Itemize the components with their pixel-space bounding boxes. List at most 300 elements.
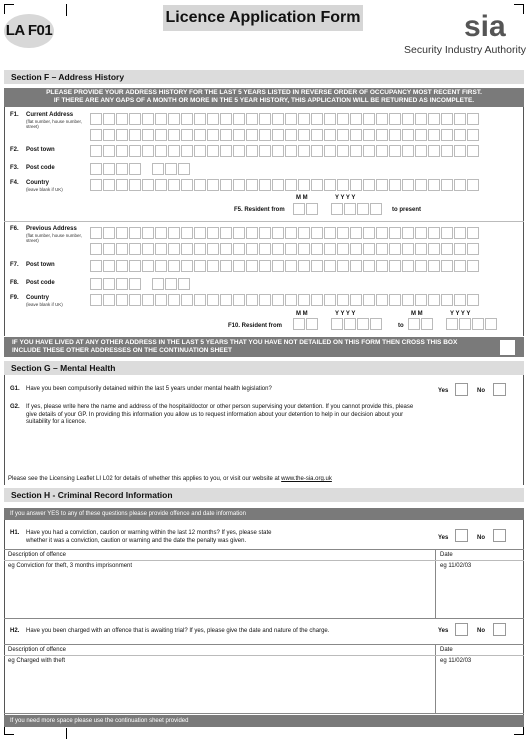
- letter-box[interactable]: [337, 129, 349, 141]
- letter-box[interactable]: [181, 260, 193, 272]
- f7-post-town[interactable]: [90, 260, 480, 272]
- letter-box[interactable]: [259, 129, 271, 141]
- letter-box[interactable]: [415, 129, 427, 141]
- letter-box[interactable]: [402, 260, 414, 272]
- letter-box[interactable]: [344, 318, 356, 330]
- letter-box[interactable]: [376, 129, 388, 141]
- letter-box[interactable]: [485, 318, 497, 330]
- letter-box[interactable]: [168, 294, 180, 306]
- letter-box[interactable]: [220, 227, 232, 239]
- letter-box[interactable]: [246, 260, 258, 272]
- letter-box[interactable]: [155, 129, 167, 141]
- f3-postcode-part1[interactable]: [90, 163, 142, 175]
- letter-box[interactable]: [272, 179, 284, 191]
- letter-box[interactable]: [376, 294, 388, 306]
- letter-box[interactable]: [285, 260, 297, 272]
- letter-box[interactable]: [331, 318, 343, 330]
- letter-box[interactable]: [389, 227, 401, 239]
- letter-box[interactable]: [246, 243, 258, 255]
- letter-box[interactable]: [129, 145, 141, 157]
- letter-box[interactable]: [103, 179, 115, 191]
- letter-box[interactable]: [337, 294, 349, 306]
- f4-country[interactable]: [90, 179, 480, 191]
- letter-box[interactable]: [389, 243, 401, 255]
- letter-box[interactable]: [194, 243, 206, 255]
- letter-box[interactable]: [441, 129, 453, 141]
- letter-box[interactable]: [415, 179, 427, 191]
- letter-box[interactable]: [233, 129, 245, 141]
- letter-box[interactable]: [220, 179, 232, 191]
- letter-box[interactable]: [129, 227, 141, 239]
- letter-box[interactable]: [324, 129, 336, 141]
- letter-box[interactable]: [376, 113, 388, 125]
- letter-box[interactable]: [337, 227, 349, 239]
- letter-box[interactable]: [467, 113, 479, 125]
- letter-box[interactable]: [311, 227, 323, 239]
- letter-box[interactable]: [402, 129, 414, 141]
- letter-box[interactable]: [324, 260, 336, 272]
- letter-box[interactable]: [428, 113, 440, 125]
- letter-box[interactable]: [357, 203, 369, 215]
- letter-box[interactable]: [246, 294, 258, 306]
- letter-box[interactable]: [181, 145, 193, 157]
- f5-month[interactable]: [293, 203, 319, 215]
- letter-box[interactable]: [155, 294, 167, 306]
- f10-to-month[interactable]: [408, 318, 434, 330]
- letter-box[interactable]: [402, 113, 414, 125]
- letter-box[interactable]: [233, 113, 245, 125]
- letter-box[interactable]: [165, 163, 177, 175]
- letter-box[interactable]: [129, 243, 141, 255]
- h2-no-checkbox[interactable]: [493, 623, 506, 636]
- letter-box[interactable]: [116, 260, 128, 272]
- f6-address-line2[interactable]: [90, 243, 480, 255]
- g1-yes-checkbox[interactable]: [455, 383, 468, 396]
- letter-box[interactable]: [272, 294, 284, 306]
- f1-address-line1[interactable]: [90, 113, 480, 125]
- letter-box[interactable]: [389, 145, 401, 157]
- letter-box[interactable]: [116, 278, 128, 290]
- letter-box[interactable]: [168, 227, 180, 239]
- letter-box[interactable]: [155, 260, 167, 272]
- letter-box[interactable]: [324, 294, 336, 306]
- letter-box[interactable]: [459, 318, 471, 330]
- letter-box[interactable]: [90, 294, 102, 306]
- letter-box[interactable]: [363, 243, 375, 255]
- letter-box[interactable]: [142, 227, 154, 239]
- letter-box[interactable]: [298, 243, 310, 255]
- letter-box[interactable]: [233, 294, 245, 306]
- letter-box[interactable]: [441, 113, 453, 125]
- letter-box[interactable]: [402, 179, 414, 191]
- letter-box[interactable]: [168, 260, 180, 272]
- letter-box[interactable]: [168, 129, 180, 141]
- letter-box[interactable]: [472, 318, 484, 330]
- letter-box[interactable]: [428, 227, 440, 239]
- letter-box[interactable]: [246, 113, 258, 125]
- letter-box[interactable]: [428, 179, 440, 191]
- letter-box[interactable]: [363, 179, 375, 191]
- letter-box[interactable]: [293, 203, 305, 215]
- letter-box[interactable]: [415, 260, 427, 272]
- letter-box[interactable]: [363, 113, 375, 125]
- letter-box[interactable]: [467, 294, 479, 306]
- letter-box[interactable]: [454, 294, 466, 306]
- f3-postcode-part2[interactable]: [152, 163, 191, 175]
- letter-box[interactable]: [415, 113, 427, 125]
- letter-box[interactable]: [402, 243, 414, 255]
- letter-box[interactable]: [233, 179, 245, 191]
- letter-box[interactable]: [90, 113, 102, 125]
- letter-box[interactable]: [168, 179, 180, 191]
- letter-box[interactable]: [194, 179, 206, 191]
- letter-box[interactable]: [90, 243, 102, 255]
- letter-box[interactable]: [428, 145, 440, 157]
- other-address-checkbox[interactable]: [500, 340, 515, 355]
- letter-box[interactable]: [207, 260, 219, 272]
- letter-box[interactable]: [168, 145, 180, 157]
- letter-box[interactable]: [415, 243, 427, 255]
- letter-box[interactable]: [155, 145, 167, 157]
- letter-box[interactable]: [220, 243, 232, 255]
- letter-box[interactable]: [337, 243, 349, 255]
- letter-box[interactable]: [181, 129, 193, 141]
- letter-box[interactable]: [441, 294, 453, 306]
- letter-box[interactable]: [441, 227, 453, 239]
- h2-yes-checkbox[interactable]: [455, 623, 468, 636]
- letter-box[interactable]: [350, 294, 362, 306]
- letter-box[interactable]: [103, 278, 115, 290]
- letter-box[interactable]: [181, 243, 193, 255]
- letter-box[interactable]: [311, 179, 323, 191]
- letter-box[interactable]: [363, 145, 375, 157]
- letter-box[interactable]: [116, 243, 128, 255]
- letter-box[interactable]: [90, 227, 102, 239]
- letter-box[interactable]: [376, 243, 388, 255]
- letter-box[interactable]: [454, 129, 466, 141]
- letter-box[interactable]: [363, 294, 375, 306]
- letter-box[interactable]: [116, 163, 128, 175]
- letter-box[interactable]: [129, 163, 141, 175]
- f5-year[interactable]: [331, 203, 383, 215]
- letter-box[interactable]: [90, 163, 102, 175]
- letter-box[interactable]: [363, 227, 375, 239]
- letter-box[interactable]: [259, 294, 271, 306]
- letter-box[interactable]: [129, 113, 141, 125]
- letter-box[interactable]: [363, 260, 375, 272]
- letter-box[interactable]: [103, 113, 115, 125]
- letter-box[interactable]: [246, 129, 258, 141]
- letter-box[interactable]: [441, 243, 453, 255]
- letter-box[interactable]: [350, 113, 362, 125]
- letter-box[interactable]: [467, 243, 479, 255]
- letter-box[interactable]: [165, 278, 177, 290]
- letter-box[interactable]: [272, 227, 284, 239]
- letter-box[interactable]: [306, 318, 318, 330]
- letter-box[interactable]: [285, 179, 297, 191]
- letter-box[interactable]: [103, 243, 115, 255]
- letter-box[interactable]: [116, 227, 128, 239]
- letter-box[interactable]: [116, 113, 128, 125]
- letter-box[interactable]: [259, 260, 271, 272]
- letter-box[interactable]: [259, 113, 271, 125]
- letter-box[interactable]: [311, 145, 323, 157]
- letter-box[interactable]: [207, 129, 219, 141]
- letter-box[interactable]: [272, 145, 284, 157]
- letter-box[interactable]: [298, 260, 310, 272]
- letter-box[interactable]: [376, 145, 388, 157]
- letter-box[interactable]: [454, 243, 466, 255]
- letter-box[interactable]: [155, 227, 167, 239]
- letter-box[interactable]: [324, 113, 336, 125]
- letter-box[interactable]: [389, 113, 401, 125]
- letter-box[interactable]: [363, 129, 375, 141]
- letter-box[interactable]: [337, 145, 349, 157]
- letter-box[interactable]: [272, 129, 284, 141]
- letter-box[interactable]: [103, 294, 115, 306]
- h1-yes-checkbox[interactable]: [455, 529, 468, 542]
- letter-box[interactable]: [168, 243, 180, 255]
- h1-example-description: eg Conviction for theft, 3 months imprisonment: [8, 563, 133, 569]
- letter-box[interactable]: [152, 163, 164, 175]
- f8-postcode-part1[interactable]: [90, 278, 142, 290]
- letter-box[interactable]: [285, 243, 297, 255]
- letter-box[interactable]: [142, 129, 154, 141]
- letter-box[interactable]: [220, 294, 232, 306]
- letter-box[interactable]: [441, 145, 453, 157]
- f10-from-year[interactable]: [331, 318, 383, 330]
- letter-box[interactable]: [116, 179, 128, 191]
- letter-box[interactable]: [90, 260, 102, 272]
- letter-box[interactable]: [129, 179, 141, 191]
- letter-box[interactable]: [207, 243, 219, 255]
- letter-box[interactable]: [152, 278, 164, 290]
- f10-to-year[interactable]: [446, 318, 498, 330]
- letter-box[interactable]: [350, 129, 362, 141]
- f8-postcode-part2[interactable]: [152, 278, 191, 290]
- letter-box[interactable]: [246, 179, 258, 191]
- letter-box[interactable]: [220, 113, 232, 125]
- letter-box[interactable]: [181, 113, 193, 125]
- letter-box[interactable]: [324, 179, 336, 191]
- letter-box[interactable]: [129, 278, 141, 290]
- letter-box[interactable]: [298, 227, 310, 239]
- letter-box[interactable]: [454, 145, 466, 157]
- letter-box[interactable]: [168, 113, 180, 125]
- letter-box[interactable]: [194, 145, 206, 157]
- letter-box[interactable]: [324, 227, 336, 239]
- letter-box[interactable]: [350, 243, 362, 255]
- letter-box[interactable]: [285, 113, 297, 125]
- letter-box[interactable]: [306, 203, 318, 215]
- letter-box[interactable]: [103, 129, 115, 141]
- letter-box[interactable]: [181, 179, 193, 191]
- letter-box[interactable]: [376, 179, 388, 191]
- letter-box[interactable]: [220, 145, 232, 157]
- letter-box[interactable]: [142, 260, 154, 272]
- letter-box[interactable]: [350, 145, 362, 157]
- letter-box[interactable]: [103, 145, 115, 157]
- letter-box[interactable]: [220, 260, 232, 272]
- letter-box[interactable]: [415, 227, 427, 239]
- letter-box[interactable]: [402, 294, 414, 306]
- letter-box[interactable]: [324, 243, 336, 255]
- letter-box[interactable]: [155, 113, 167, 125]
- letter-box[interactable]: [389, 260, 401, 272]
- letter-box[interactable]: [207, 294, 219, 306]
- letter-box[interactable]: [454, 260, 466, 272]
- letter-box[interactable]: [337, 260, 349, 272]
- f1-address-line2[interactable]: [90, 129, 480, 141]
- sia-website-link[interactable]: www.the-sia.org.uk: [281, 476, 332, 482]
- letter-box[interactable]: [415, 294, 427, 306]
- letter-box[interactable]: [376, 260, 388, 272]
- letter-box[interactable]: [233, 260, 245, 272]
- letter-box[interactable]: [467, 260, 479, 272]
- letter-box[interactable]: [178, 278, 190, 290]
- letter-box[interactable]: [246, 145, 258, 157]
- letter-box[interactable]: [428, 243, 440, 255]
- letter-box[interactable]: [298, 113, 310, 125]
- letter-box[interactable]: [90, 278, 102, 290]
- letter-box[interactable]: [454, 227, 466, 239]
- letter-box[interactable]: [337, 179, 349, 191]
- letter-box[interactable]: [376, 227, 388, 239]
- letter-box[interactable]: [129, 129, 141, 141]
- letter-box[interactable]: [272, 260, 284, 272]
- letter-box[interactable]: [233, 243, 245, 255]
- letter-box[interactable]: [298, 129, 310, 141]
- letter-box[interactable]: [194, 294, 206, 306]
- letter-box[interactable]: [207, 113, 219, 125]
- letter-box[interactable]: [90, 129, 102, 141]
- letter-box[interactable]: [357, 318, 369, 330]
- letter-box[interactable]: [285, 227, 297, 239]
- letter-box[interactable]: [370, 318, 382, 330]
- letter-box[interactable]: [207, 179, 219, 191]
- letter-box[interactable]: [259, 227, 271, 239]
- letter-box[interactable]: [415, 145, 427, 157]
- letter-box[interactable]: [285, 294, 297, 306]
- letter-box[interactable]: [324, 145, 336, 157]
- letter-box[interactable]: [181, 294, 193, 306]
- letter-box[interactable]: [311, 260, 323, 272]
- letter-box[interactable]: [246, 227, 258, 239]
- letter-box[interactable]: [142, 113, 154, 125]
- letter-box[interactable]: [116, 145, 128, 157]
- letter-box[interactable]: [90, 179, 102, 191]
- letter-box[interactable]: [370, 203, 382, 215]
- letter-box[interactable]: [389, 129, 401, 141]
- f6-address-line1[interactable]: [90, 227, 480, 239]
- letter-box[interactable]: [428, 294, 440, 306]
- letter-box[interactable]: [350, 227, 362, 239]
- letter-box[interactable]: [142, 179, 154, 191]
- letter-box[interactable]: [350, 260, 362, 272]
- letter-box[interactable]: [402, 145, 414, 157]
- letter-box[interactable]: [194, 129, 206, 141]
- letter-box[interactable]: [293, 318, 305, 330]
- letter-box[interactable]: [311, 243, 323, 255]
- f2-post-town[interactable]: [90, 145, 480, 157]
- letter-box[interactable]: [421, 318, 433, 330]
- g1-no-checkbox[interactable]: [493, 383, 506, 396]
- letter-box[interactable]: [178, 163, 190, 175]
- letter-box[interactable]: [155, 179, 167, 191]
- letter-box[interactable]: [116, 129, 128, 141]
- letter-box[interactable]: [129, 294, 141, 306]
- letter-box[interactable]: [402, 227, 414, 239]
- letter-box[interactable]: [142, 145, 154, 157]
- letter-box[interactable]: [220, 129, 232, 141]
- letter-box[interactable]: [90, 145, 102, 157]
- letter-box[interactable]: [194, 260, 206, 272]
- letter-box[interactable]: [103, 227, 115, 239]
- letter-box[interactable]: [389, 294, 401, 306]
- letter-box[interactable]: [454, 113, 466, 125]
- letter-box[interactable]: [454, 179, 466, 191]
- letter-box[interactable]: [233, 227, 245, 239]
- letter-box[interactable]: [285, 129, 297, 141]
- letter-box[interactable]: [446, 318, 458, 330]
- letter-box[interactable]: [298, 145, 310, 157]
- letter-box[interactable]: [298, 294, 310, 306]
- letter-box[interactable]: [207, 227, 219, 239]
- letter-box[interactable]: [344, 203, 356, 215]
- letter-box[interactable]: [311, 129, 323, 141]
- letter-box[interactable]: [408, 318, 420, 330]
- letter-box[interactable]: [155, 243, 167, 255]
- h1-no-checkbox[interactable]: [493, 529, 506, 542]
- letter-box[interactable]: [259, 243, 271, 255]
- letter-box[interactable]: [311, 113, 323, 125]
- letter-box[interactable]: [467, 179, 479, 191]
- letter-box[interactable]: [428, 129, 440, 141]
- letter-box[interactable]: [467, 145, 479, 157]
- letter-box[interactable]: [285, 145, 297, 157]
- letter-box[interactable]: [207, 145, 219, 157]
- letter-box[interactable]: [337, 113, 349, 125]
- g2-answer-area[interactable]: [10, 430, 518, 472]
- letter-box[interactable]: [331, 203, 343, 215]
- letter-box[interactable]: [259, 179, 271, 191]
- letter-box[interactable]: [311, 294, 323, 306]
- letter-box[interactable]: [194, 113, 206, 125]
- f9-country[interactable]: [90, 294, 480, 306]
- letter-box[interactable]: [103, 163, 115, 175]
- letter-box[interactable]: [194, 227, 206, 239]
- letter-box[interactable]: [272, 243, 284, 255]
- letter-box[interactable]: [129, 260, 141, 272]
- letter-box[interactable]: [272, 113, 284, 125]
- letter-box[interactable]: [116, 294, 128, 306]
- f10-from-month[interactable]: [293, 318, 319, 330]
- letter-box[interactable]: [441, 179, 453, 191]
- letter-box[interactable]: [142, 294, 154, 306]
- letter-box[interactable]: [259, 145, 271, 157]
- letter-box[interactable]: [298, 179, 310, 191]
- letter-box[interactable]: [428, 260, 440, 272]
- letter-box[interactable]: [103, 260, 115, 272]
- letter-box[interactable]: [181, 227, 193, 239]
- letter-box[interactable]: [233, 145, 245, 157]
- letter-box[interactable]: [350, 179, 362, 191]
- letter-box[interactable]: [142, 243, 154, 255]
- letter-box[interactable]: [467, 129, 479, 141]
- letter-box[interactable]: [389, 179, 401, 191]
- letter-box[interactable]: [467, 227, 479, 239]
- letter-box[interactable]: [441, 260, 453, 272]
